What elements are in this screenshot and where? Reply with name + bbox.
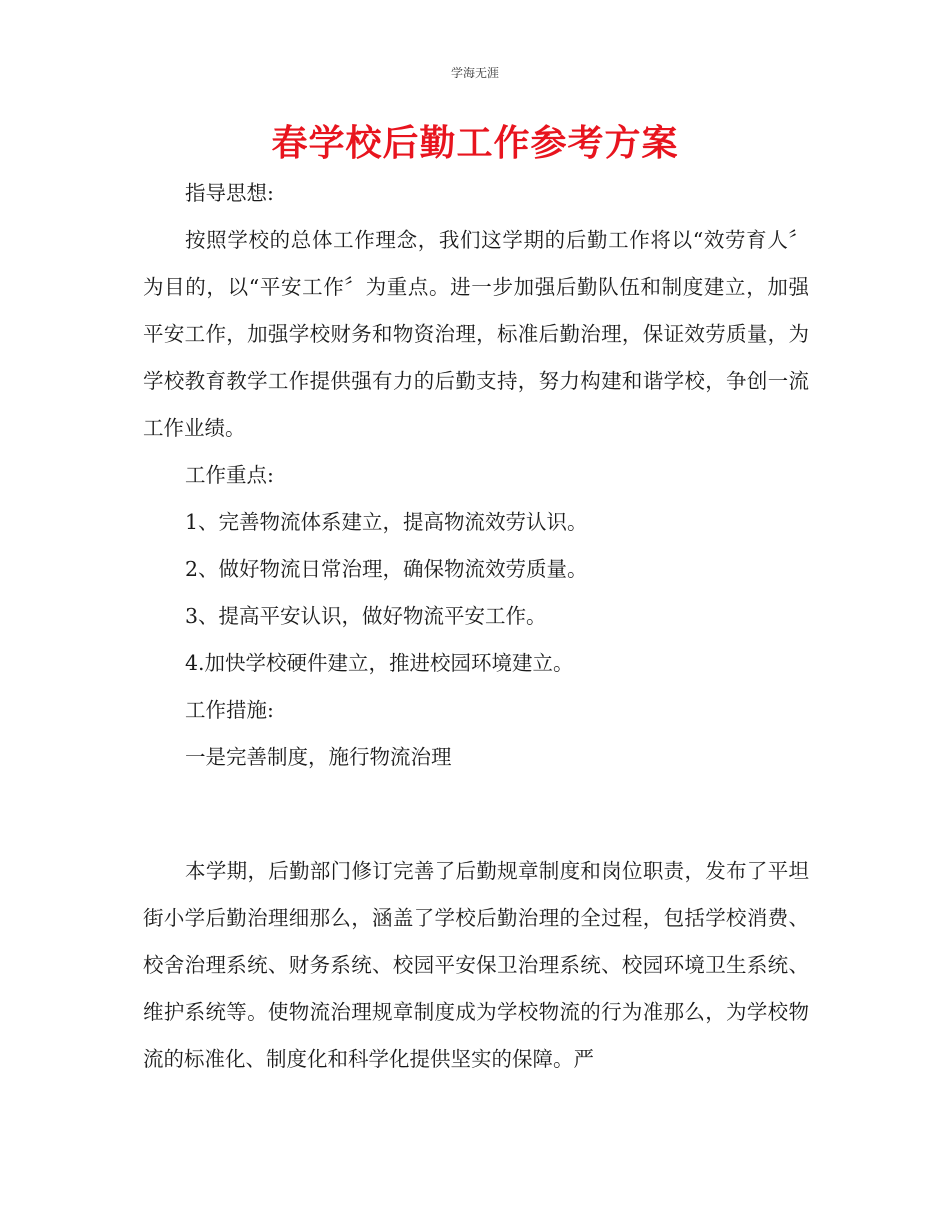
focus-item: 1、完善物流体系建立，提高物流效劳认识。 — [185, 510, 588, 534]
document-body-top — [143, 170, 809, 781]
focus-item: 2、做好物流日常治理，确保物流效劳质量。 — [185, 557, 588, 581]
measure-one-paragraph: 本学期，后勤部门修订完善了后勤规章制度和岗位职责，发布了平坦街小学后勤治理细那么，涵盖了学校后勤治理的全过程，包括学校消费、校舍治理系统、财务系统、校园平安保卫治理系统、校园环境卫生系统、维护系统等。使物流治理规章制度成为学校物流的行为准那么，为学校物流的标准化、制度化和科学化提供坚实的保障。严 — [143, 859, 809, 1071]
guiding-heading: 指导思想: — [185, 181, 274, 205]
measure-one-heading: 一是完善制度，施行物流治理 — [185, 745, 452, 769]
measures-heading: 工作措施: — [185, 698, 274, 722]
page-header: 学海无涯 — [450, 66, 499, 80]
document-title: 春学校后勤工作参考方案 — [271, 123, 679, 164]
focus-item: 4.加快学校硬件建立，推进校园环境建立。 — [185, 651, 574, 675]
document-body-bottom — [143, 848, 809, 1083]
focus-item: 3、提高平安认识，做好物流平安工作。 — [185, 604, 547, 628]
focus-heading: 工作重点: — [185, 463, 274, 487]
guiding-paragraph: 按照学校的总体工作理念，我们这学期的后勤工作将以“效劳育人〞为目的，以“平安工作〞为重点。进一步加强后勤队伍和制度建立，加强平安工作，加强学校财务和物资治理，标准后勤治理，保证效劳质量，为学校教育教学工作提供强有力的后勤支持，努力构建和谐学校，争创一流工作业绩。 — [143, 228, 809, 440]
